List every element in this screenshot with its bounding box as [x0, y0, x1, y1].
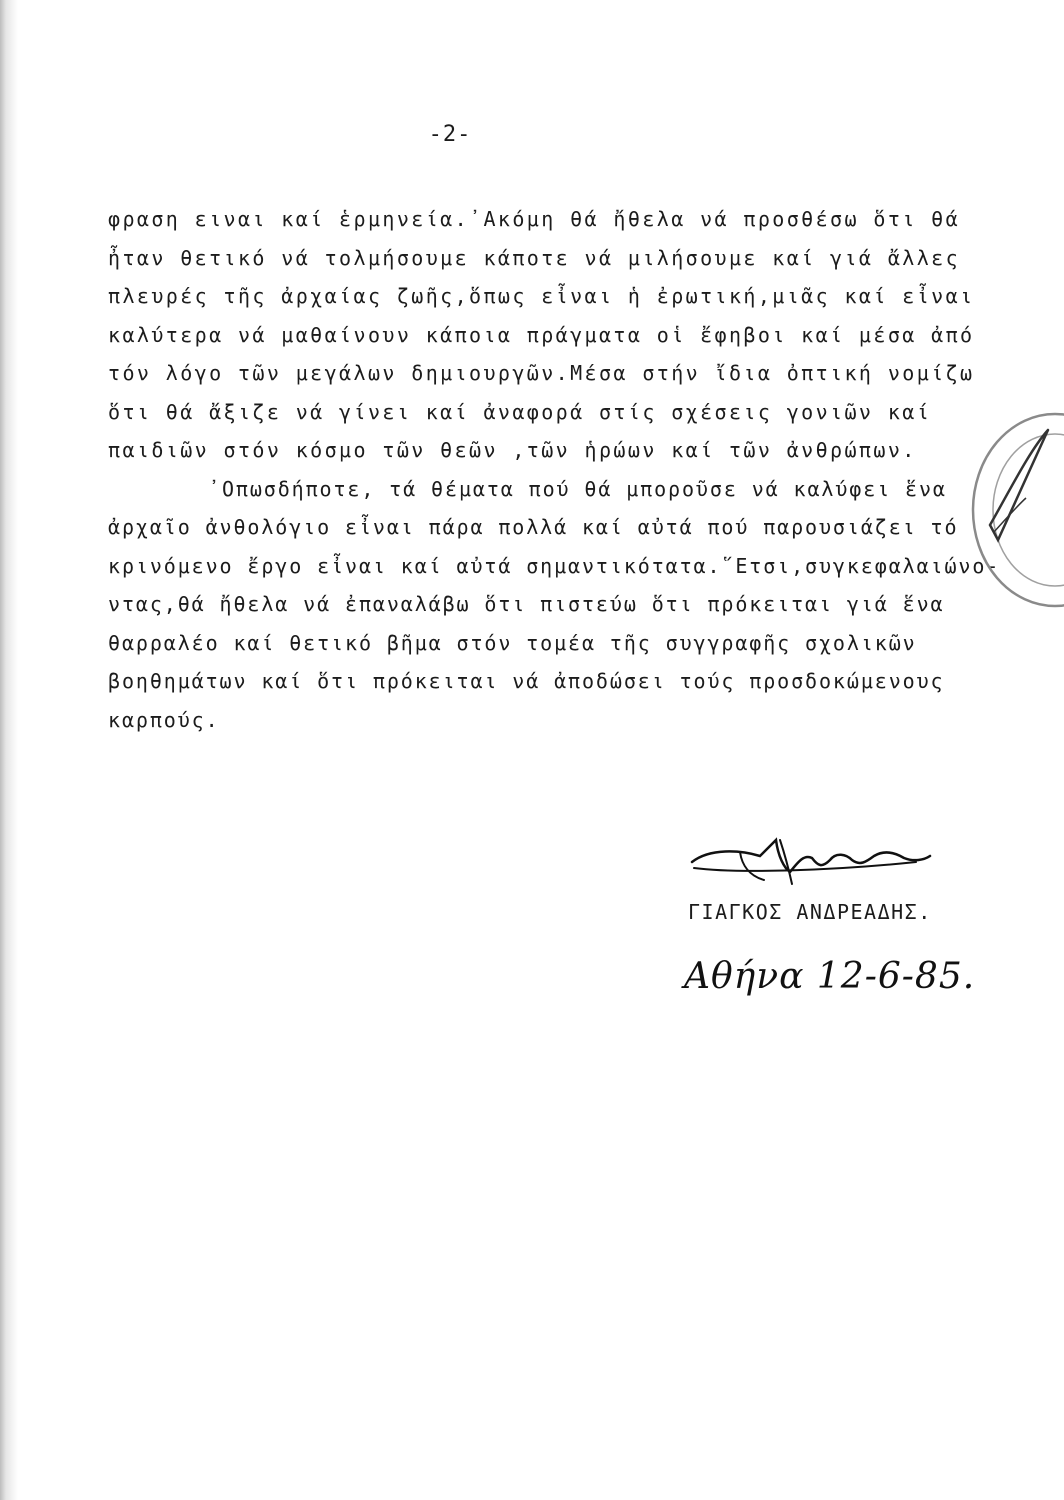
page-number: -2- [428, 122, 472, 147]
signer-name: ΓΙΑΓΚΟΣ ΑΝΔΡΕΑΔΗΣ. [688, 900, 932, 924]
text-line: πλευρές τῆς ἀρχαίας ζωῆς,ὅπως εἶναι ἡ ἐρωτική,μιᾶς καί εἶναι [108, 284, 975, 308]
text-line: καλύτερα νά μαθαίνουν κάποια πράγματα οἱ ἔφηβοι καί μέσα ἀπό [108, 322, 975, 347]
text-line: ᾿Οπωσδήποτε, τά θέματα πού θά μποροῦσε νά καλύφει ἕνα [208, 476, 947, 501]
handwritten-date: Αθήνα 12-6-85. [684, 956, 976, 997]
official-stamp [960, 410, 1064, 610]
letter-body [108, 200, 1028, 739]
scan-edge [0, 0, 24, 1500]
text-line: κρινόμενο ἔργο εἶναι καί αὐτά σημαντικότατα.῞Ετσι,συγκεφαλαιώνο- [108, 553, 1001, 578]
text-line: ἀρχαῖο ἀνθολόγιο εἶναι πάρα πολλά καί αὐτά πού παρουσιάζει τό [108, 515, 959, 539]
text-line: καρπούς. [108, 707, 220, 732]
text-line: ἦταν θετικό νά τολμήσουμε κάποτε νά μιλήσουμε καί γιά ἄλλες [108, 245, 961, 270]
text-line: φραση ειναι καί ἑρμηνεία.᾿Ακόμη θά ἤθελα νά προσθέσω ὅτι θά [108, 207, 961, 231]
signature [680, 822, 940, 894]
text-line: ὅτι θά ἄξιζε νά γίνει καί ἀναφορά στίς σχέσεις γονιῶν καί [108, 399, 932, 424]
text-line: παιδιῶν στόν κόσμο τῶν θεῶν ,τῶν ἡρώων καί τῶν ἀνθρώπων. [108, 438, 917, 462]
text-line: βοηθημάτων καί ὅτι πρόκειται νά ἀποδώσει τούς προσδοκώμενους [108, 669, 945, 693]
text-line: θαρραλέο καί θετικό βῆμα στόν τομέα τῆς συγγραφῆς σχολικῶν [108, 630, 917, 655]
text-line: ντας,θά ἤθελα νά ἐπαναλάβω ὅτι πιστεύω ὅτι πρόκειται γιά ἕνα [108, 592, 945, 616]
text-line: τόν λόγο τῶν μεγάλων δημιουργῶν.Μέσα στήν ἴδια ὀπτική νομίζω [108, 361, 975, 385]
